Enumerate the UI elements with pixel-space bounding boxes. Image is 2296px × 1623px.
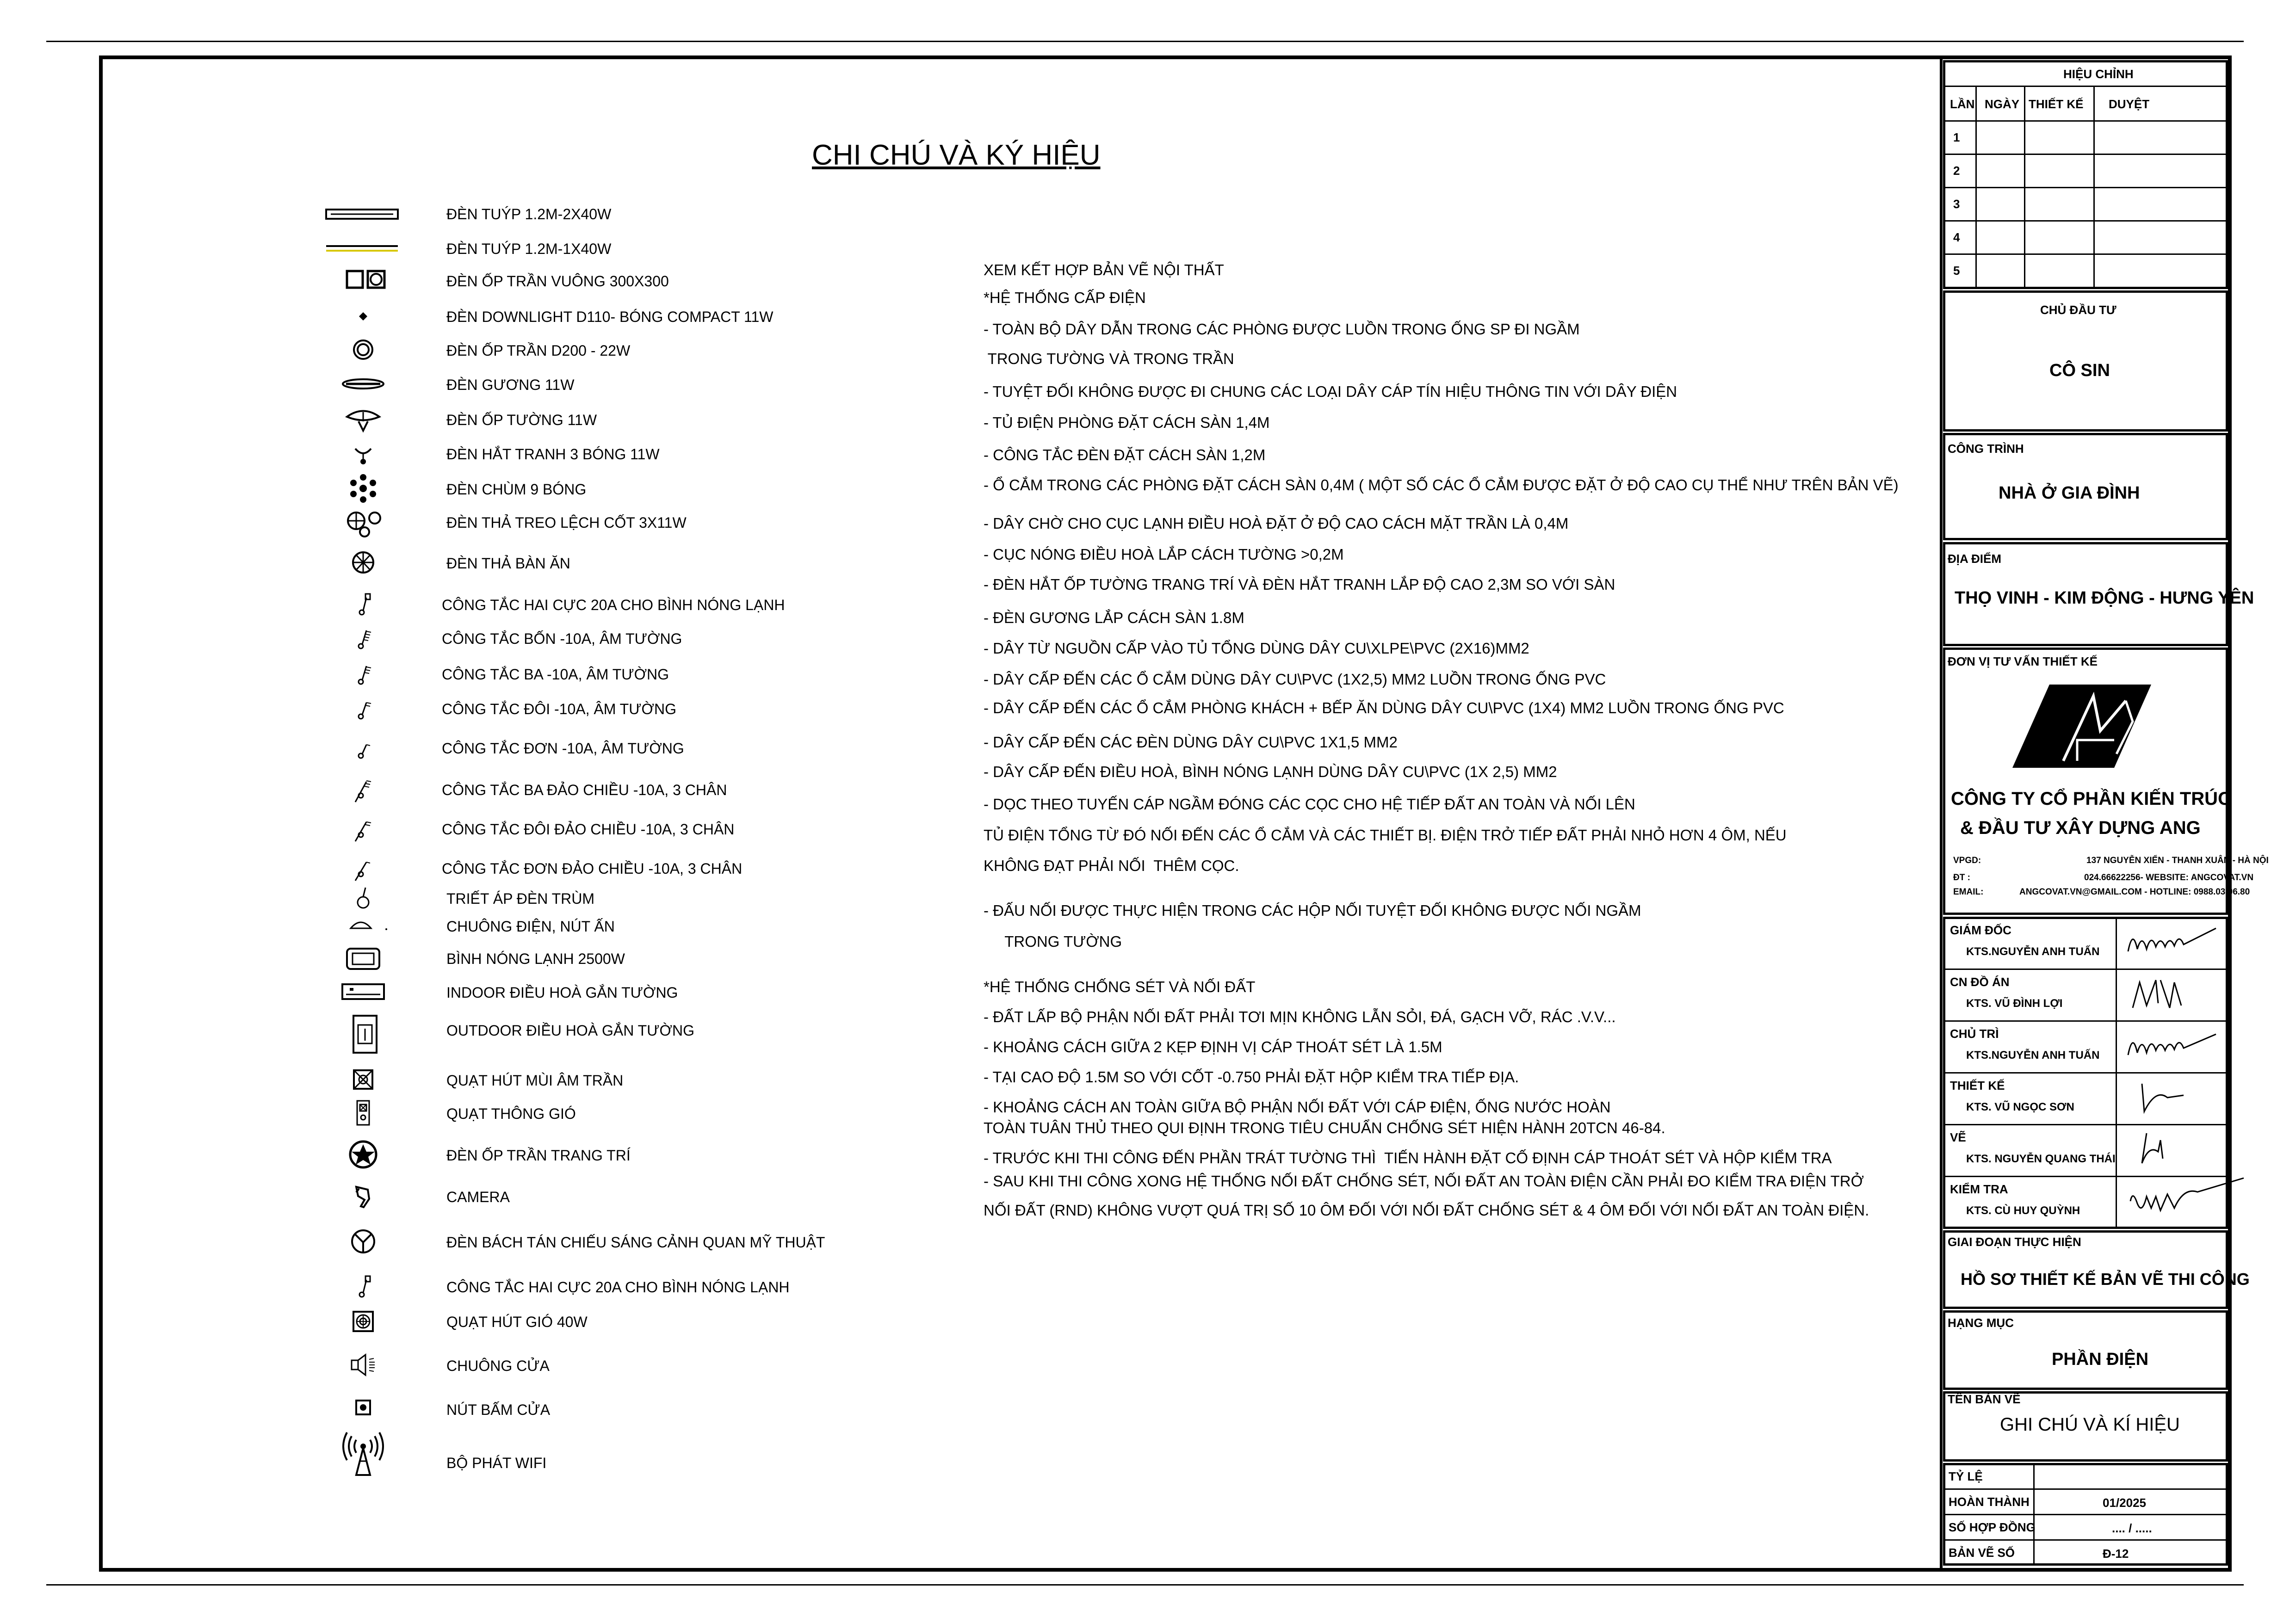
handwritten-signature <box>2123 1180 2225 1222</box>
project-label: CÔNG TRÌNH <box>1948 442 2024 456</box>
consultant-label: ĐƠN VỊ TƯ VẤN THIẾT KẾ <box>1948 654 2098 668</box>
triple-switch-icon <box>342 660 384 687</box>
signature-row-rule <box>1945 969 2226 970</box>
legend-label: CÔNG TẮC BỐN -10A, ÂM TƯỜNG <box>442 630 682 647</box>
legend-label: CAMERA <box>446 1189 510 1205</box>
signature-role: GIÁM ĐỐC <box>1950 923 2011 937</box>
note-line: - ĐÈN GƯƠNG LẮP CÁCH SÀN 1.8M <box>984 609 1244 626</box>
landscape-spotlight-icon <box>342 1228 384 1255</box>
legend-label: ĐÈN ỐP TRẦN D200 - 22W <box>446 342 631 359</box>
handwritten-signature <box>2123 1129 2225 1170</box>
legend-label: CÔNG TẮC HAI CỰC 20A CHO BÌNH NÓNG LẠNH <box>446 1279 790 1296</box>
legend-label: INDOOR ĐIỀU HOÀ GẮN TƯỜNG <box>446 984 678 1001</box>
signature-role: THIẾT KẾ <box>1950 1079 2005 1092</box>
revision-header-lan: LẦN <box>1950 97 1975 111</box>
legend-label: CÔNG TẮC BA -10A, ÂM TƯỜNG <box>442 666 669 683</box>
signature-name: KTS.NGUYỄN ANH TUẤN <box>1966 945 2100 958</box>
consultant-name-line2: & ĐẦU TƯ XÂY DỰNG ANG <box>1960 818 2201 838</box>
meta-label: BẢN VẼ SỐ <box>1949 1546 2015 1560</box>
handwritten-signature <box>2123 1025 2225 1067</box>
signature-name: KTS. NGUYỄN QUANG THÁI <box>1966 1153 2116 1165</box>
legend-label: BÌNH NÓNG LẠNH 2500W <box>446 950 625 967</box>
signature-role: VẼ <box>1950 1130 1966 1144</box>
square-ceiling-light-icon <box>342 266 384 294</box>
revision-header-duyet: DUYỆT <box>2109 97 2150 111</box>
note-line: *HỆ THỐNG CẤP ĐIỆN <box>984 289 1146 306</box>
note-line: - DÂY TỪ NGUỒN CẤP VÀO TỦ TỔNG DÙNG DÂY CU\XLPE\PVC (2X16)MM2 <box>984 640 1529 657</box>
note-line: - DÂY CẤP ĐẾN ĐIỀU HOÀ, BÌNH NÓNG LẠNH DÙNG DÂY CU\PVC (1X 2,5) MM2 <box>984 763 1557 780</box>
contact-value: ANGCOVAT.VN@GMAIL.COM - HOTLINE: 0988.03.06.80 <box>2019 887 2250 897</box>
project-value: NHÀ Ở GIA ĐÌNH <box>1999 483 2140 503</box>
legend-label: BỘ PHÁT WIFI <box>446 1455 547 1471</box>
revision-row-number: 1 <box>1953 130 1960 144</box>
contact-value: 137 NGUYỄN XIỂN - THANH XUÂN - HÀ NỘI <box>2086 856 2269 865</box>
meta-label: HOÀN THÀNH <box>1949 1495 2030 1509</box>
picture-light-icon <box>342 439 384 467</box>
tube-light-single-icon <box>328 234 370 262</box>
triple-twoway-switch-icon <box>342 775 384 803</box>
meta-value: .... / ..... <box>2112 1521 2152 1535</box>
signature-role: CN ĐỒ ÁN <box>1950 975 2010 989</box>
contact-key: EMAIL: <box>1953 887 1984 897</box>
single-twoway-switch-icon <box>342 854 384 882</box>
note-line: - ĐÈN HẮT ỐP TƯỜNG TRANG TRÍ VÀ ĐÈN HẮT TRANH LẮP ĐỘ CAO 2,3M SO VỚI SÀN <box>984 576 1615 593</box>
owner-value: CÔ SIN <box>2049 361 2110 380</box>
legend-label: NÚT BẤM CỬA <box>446 1401 551 1418</box>
legend-label: QUẠT THÔNG GIÓ <box>446 1105 576 1122</box>
note-line: NỐI ĐẤT (RND) KHÔNG VƯỢT QUÁ TRỊ SỐ 10 ÔM ĐỐI VỚI NỐI ĐẤT CHỐNG SÉT & 4 ÔM ĐỐI VỚI NỐI ĐẤT AN TOÀN ĐIỆN. <box>984 1202 1869 1219</box>
chandelier-icon <box>342 475 384 502</box>
revision-row-rule <box>1945 154 2226 155</box>
legend-label: ĐÈN TUÝP 1.2M-1X40W <box>446 241 612 257</box>
note-line: - DÂY CHỜ CHO CỤC LẠNH ĐIỀU HOÀ ĐẶT Ở ĐỘ CAO CÁCH MẶT TRẦN LÀ 0,4M <box>984 515 1569 532</box>
legend-label: ĐÈN ỐP TƯỜNG 11W <box>446 412 597 428</box>
door-button-icon <box>342 1395 384 1423</box>
meta-value: 01/2025 <box>2103 1496 2146 1510</box>
legend-label: ĐÈN GƯƠNG 11W <box>446 376 575 393</box>
legend-label: CÔNG TẮC ĐƠN -10A, ÂM TƯỜNG <box>442 740 684 757</box>
legend-label: ĐÈN DOWNLIGHT D110- BÓNG COMPACT 11W <box>446 309 774 325</box>
note-line: - TOÀN BỘ DÂY DẪN TRONG CÁC PHÒNG ĐƯỢC LUỒN TRONG ỐNG SP ĐI NGẦM <box>984 321 1580 338</box>
stage-label: GIAI ĐOẠN THỰC HIỆN <box>1948 1235 2081 1249</box>
signature-name: KTS. VŨ ĐÌNH LỢI <box>1966 997 2063 1010</box>
category-label: HẠNG MỤC <box>1948 1316 2014 1330</box>
revision-col-rule <box>2093 86 2095 288</box>
signature-name: KTS. VŨ NGỌC SƠN <box>1966 1101 2074 1113</box>
note-line: - TẠI CAO ĐỘ 1.5M SO VỚI CỐT -0.750 PHẢI ĐẶT HỘP KIỂM TRA TIẾP ĐỊA. <box>984 1068 1519 1086</box>
revision-row-rule <box>1945 187 2226 188</box>
meta-row-rule <box>1945 1488 2226 1490</box>
legend-label: ĐÈN CHÙM 9 BÓNG <box>446 481 587 498</box>
consultant-name-line1: CÔNG TY CỔ PHẦN KIẾN TRÚC <box>1951 789 2231 809</box>
legend-label: ĐÈN ỐP TRẦN VUÔNG 300X300 <box>446 273 669 290</box>
ventilation-fan-icon <box>342 1099 384 1127</box>
signature-row-rule <box>1945 1020 2226 1022</box>
single-switch-icon <box>342 734 384 761</box>
water-heater-icon <box>342 944 384 972</box>
note-line: - TỦ ĐIỆN PHÒNG ĐẶT CÁCH SÀN 1,4M <box>984 414 1270 431</box>
meta-row-rule <box>1945 1514 2226 1515</box>
legend-label: ĐÈN HẮT TRANH 3 BÓNG 11W <box>446 446 660 463</box>
meta-value: Đ-12 <box>2103 1547 2129 1561</box>
stage-value: HỒ SƠ THIẾT KẾ BẢN VẼ THI CÔNG <box>1961 1270 2250 1289</box>
note-line: - TRƯỚC KHI THI CÔNG ĐẾN PHẦN TRÁT TƯỜNG THÌ TIẾN HÀNH ĐẶT CỐ ĐỊNH CÁP THOÁT SÉT VÀ HỘP KIỂM TRA <box>984 1149 1832 1166</box>
revision-row-rule <box>1945 220 2226 222</box>
revision-col-rule <box>2024 86 2025 288</box>
legend-label: CÔNG TẮC ĐƠN ĐẢO CHIỀU -10A, 3 CHÂN <box>442 860 743 877</box>
bell-button-icon <box>342 912 384 939</box>
signature-name: KTS. CÙ HUY QUỲNH <box>1966 1204 2080 1217</box>
tube-light-double-icon <box>328 199 370 227</box>
legend-label: CÔNG TẮC BA ĐẢO CHIỀU -10A, 3 CHÂN <box>442 782 727 798</box>
contact-key: VPGD: <box>1953 856 1981 865</box>
legend-label: ĐÈN TUÝP 1.2M-2X40W <box>446 206 612 222</box>
double-pole-switch-icon <box>342 590 384 618</box>
signature-row-rule <box>1945 1072 2226 1074</box>
note-line: KHÔNG ĐẠT PHẢI NỐI THÊM CỌC. <box>984 857 1239 874</box>
revision-rule <box>1945 86 2226 87</box>
ac-outdoor-icon <box>342 1020 384 1048</box>
legend-label: CÔNG TẮC ĐÔI ĐẢO CHIỀU -10A, 3 CHÂN <box>442 821 735 838</box>
location-label: ĐỊA ĐIỂM <box>1948 552 2002 566</box>
revision-row-number: 4 <box>1953 230 1960 244</box>
exhaust-fan-icon <box>342 1307 384 1335</box>
note-line: - TUYỆT ĐỐI KHÔNG ĐƯỢC ĐI CHUNG CÁC LOẠI DÂY CÁP TÍN HIỆU THÔNG TIN VỚI DÂY ĐIỆN <box>984 383 1677 400</box>
camera-icon <box>342 1182 384 1210</box>
note-line: - DÂY CẤP ĐẾN CÁC ĐÈN DÙNG DÂY CU\PVC 1X1,5 MM2 <box>984 734 1398 751</box>
note-line: *HỆ THỐNG CHỐNG SÉT VÀ NỐI ĐẤT <box>984 978 1256 995</box>
signature-row-rule <box>1945 1176 2226 1177</box>
signature-name: KTS.NGUYỄN ANH TUẤN <box>1966 1049 2100 1061</box>
legend-label: QUẠT HÚT MÙI ÂM TRẦN <box>446 1072 624 1089</box>
legend-label: ĐÈN ỐP TRẦN TRANG TRÍ <box>446 1147 631 1164</box>
handwritten-signature <box>2123 1077 2225 1118</box>
legend-label: ĐÈN BÁCH TÁN CHIẾU SÁNG CẢNH QUAN MỸ THUẬT <box>446 1234 825 1251</box>
contact-key: ĐT : <box>1953 873 1970 882</box>
drawing-frame <box>99 56 2232 1572</box>
note-line: - KHOẢNG CÁCH GIỮA 2 KẸP ĐỊNH VỊ CÁP THOÁT SÉT LÀ 1.5M <box>984 1038 1442 1055</box>
note-line: - Ổ CẮM TRONG CÁC PHÒNG ĐẶT CÁCH SÀN 0,4M ( MỘT SỐ CÁC Ổ CẮM ĐƯỢC ĐẶT Ở ĐỘ CAO CỤ THỂ NHƯ TRÊN BẢN VẼ) <box>984 476 1899 494</box>
mirror-light-icon <box>342 370 384 398</box>
legend-label: CÔNG TẮC HAI CỰC 20A CHO BÌNH NÓNG LẠNH <box>442 597 785 613</box>
double-pole-switch-icon <box>342 1272 384 1300</box>
handwritten-signature <box>2123 973 2225 1015</box>
revision-row-rule <box>1945 253 2226 255</box>
round-ceiling-light-icon <box>342 336 384 364</box>
drawing-name-label: TÊN BẢN VẼ <box>1948 1392 2021 1406</box>
revision-title: HIỆU CHỈNH <box>2063 67 2134 81</box>
wall-light-icon <box>342 405 384 433</box>
revision-row-number: 5 <box>1953 264 1960 278</box>
note-line: - KHOẢNG CÁCH AN TOÀN GIỮA BỘ PHẬN NỐI ĐẤT VỚI CÁP ĐIỆN, ỐNG NƯỚC HOÀN <box>984 1098 1611 1116</box>
legend-label: OUTDOOR ĐIỀU HOÀ GẮN TƯỜNG <box>446 1022 694 1039</box>
location-value: THỌ VINH - KIM ĐỘNG - HƯNG YÊN <box>1955 588 2254 608</box>
note-line: - CỤC NÓNG ĐIỀU HOÀ LẮP CÁCH TƯỜNG >0,2M <box>984 546 1344 563</box>
revision-row-number: 2 <box>1953 164 1960 178</box>
top-border-line <box>46 41 2244 42</box>
pendant-offset-icon <box>342 508 384 536</box>
revision-rule <box>1945 120 2226 122</box>
note-line: - DỌC THEO TUYẾN CÁP NGẦM ĐÓNG CÁC CỌC CHO HỆ TIẾP ĐẤT AN TOÀN VÀ NỐI LÊN <box>984 796 1635 813</box>
sheet-title: CHI CHÚ VÀ KÝ HIỆU <box>812 139 1101 171</box>
legend-label: TRIẾT ÁP ĐÈN TRÙM <box>446 890 595 907</box>
signature-role: KIỂM TRA <box>1950 1182 2008 1196</box>
revision-header-thietke: THIẾT KẾ <box>2029 97 2084 111</box>
note-line: TRONG TƯỜNG <box>984 933 1122 950</box>
dimmer-icon <box>342 884 384 912</box>
double-switch-icon <box>342 694 384 722</box>
double-twoway-switch-icon <box>342 815 384 842</box>
handwritten-signature <box>2123 921 2225 963</box>
wifi-transmitter-icon <box>342 1434 384 1462</box>
bottom-border-line <box>46 1584 2244 1586</box>
owner-label: CHỦ ĐẦU TƯ <box>2040 303 2117 317</box>
meta-label: SỐ HỢP ĐỒNG <box>1949 1520 2036 1534</box>
contact-value: 024.66622256- WEBSITE: ANGCOVAT.VN <box>2084 873 2254 882</box>
note-line: - SAU KHI THI CÔNG XONG HỆ THỐNG NỐI ĐẤT CHỐNG SÉT, NỐI ĐẤT AN TOÀN ĐIỆN CẦN PHẢI ĐO KIỂM TRA ĐIỆN TRỞ <box>984 1173 1864 1190</box>
doorbell-icon <box>342 1351 384 1379</box>
note-line: TRONG TƯỜNG VÀ TRONG TRẦN <box>984 350 1234 367</box>
meta-label: TỶ LỆ <box>1949 1469 1983 1483</box>
legend-label: CÔNG TẮC ĐÔI -10A, ÂM TƯỜNG <box>442 701 676 717</box>
revision-row-number: 3 <box>1953 197 1960 211</box>
revision-col-rule <box>1975 86 1977 288</box>
legend-label: ĐÈN THẢ BÀN ĂN <box>446 555 570 572</box>
meta-row-rule <box>1945 1539 2226 1541</box>
ceiling-exhaust-fan-icon <box>342 1066 384 1093</box>
signature-row-rule <box>1945 1124 2226 1125</box>
note-line: - CÔNG TẮC ĐÈN ĐẶT CÁCH SÀN 1,2M <box>984 446 1266 463</box>
legend-label: QUẠT HÚT GIÓ 40W <box>446 1314 588 1330</box>
note-line: XEM KẾT HỢP BẢN VẼ NỘI THẤT <box>984 261 1224 278</box>
note-line: - ĐẤU NỐI ĐƯỢC THỰC HIỆN TRONG CÁC HỘP NỐI TUYỆT ĐỐI KHÔNG ĐƯỢC NỐI NGẦM <box>984 902 1641 919</box>
note-line: - DÂY CẤP ĐẾN CÁC Ổ CẮM PHÒNG KHÁCH + BẾP ĂN DÙNG DÂY CU\PVC (1X4) MM2 LUỒN TRONG ỐNG PVC <box>984 699 1784 716</box>
note-line: - DÂY CẤP ĐẾN CÁC Ổ CẮM DÙNG DÂY CU\PVC (1X2,5) MM2 LUỒN TRONG ỐNG PVC <box>984 671 1606 688</box>
category-value: PHẦN ĐIỆN <box>2052 1350 2149 1369</box>
legend-label: CHUÔNG CỬA <box>446 1358 550 1374</box>
legend-label: ĐÈN THẢ TREO LỆCH CỐT 3X11W <box>446 514 687 531</box>
quad-switch-icon <box>342 624 384 652</box>
note-line: TOÀN TUÂN THỦ THEO QUI ĐỊNH TRONG TIÊU CHUẨN CHỐNG SÉT HIỆN HÀNH 20TCN 46-84. <box>984 1119 1665 1136</box>
ac-indoor-icon <box>342 978 384 1006</box>
signature-role: CHỦ TRÌ <box>1950 1027 1999 1041</box>
revision-header-ngay: NGÀY <box>1985 97 2020 111</box>
company-logo <box>2008 680 2156 772</box>
drawing-name-value: GHI CHÚ VÀ KÍ HIỆU <box>2000 1414 2180 1435</box>
dining-pendant-icon <box>342 549 384 576</box>
decorative-ceiling-light-icon <box>342 1141 384 1168</box>
downlight-icon <box>342 302 384 330</box>
note-line: - ĐẤT LẤP BỘ PHẬN NỐI ĐẤT PHẢI TƠI MỊN KHÔNG LẪN SỎI, ĐÁ, GẠCH VỠ, RÁC .V.V... <box>984 1008 1616 1025</box>
legend-label: CHUÔNG ĐIỆN, NÚT ẤN <box>446 918 615 935</box>
note-line: TỦ ĐIỆN TỔNG TỪ ĐÓ NỐI ĐẾN CÁC Ổ CẮM VÀ CÁC THIẾT BỊ. ĐIỆN TRỞ TIẾP ĐẤT PHẢI NHỎ HƠN 4 ÔM, NẾU <box>984 827 1787 844</box>
